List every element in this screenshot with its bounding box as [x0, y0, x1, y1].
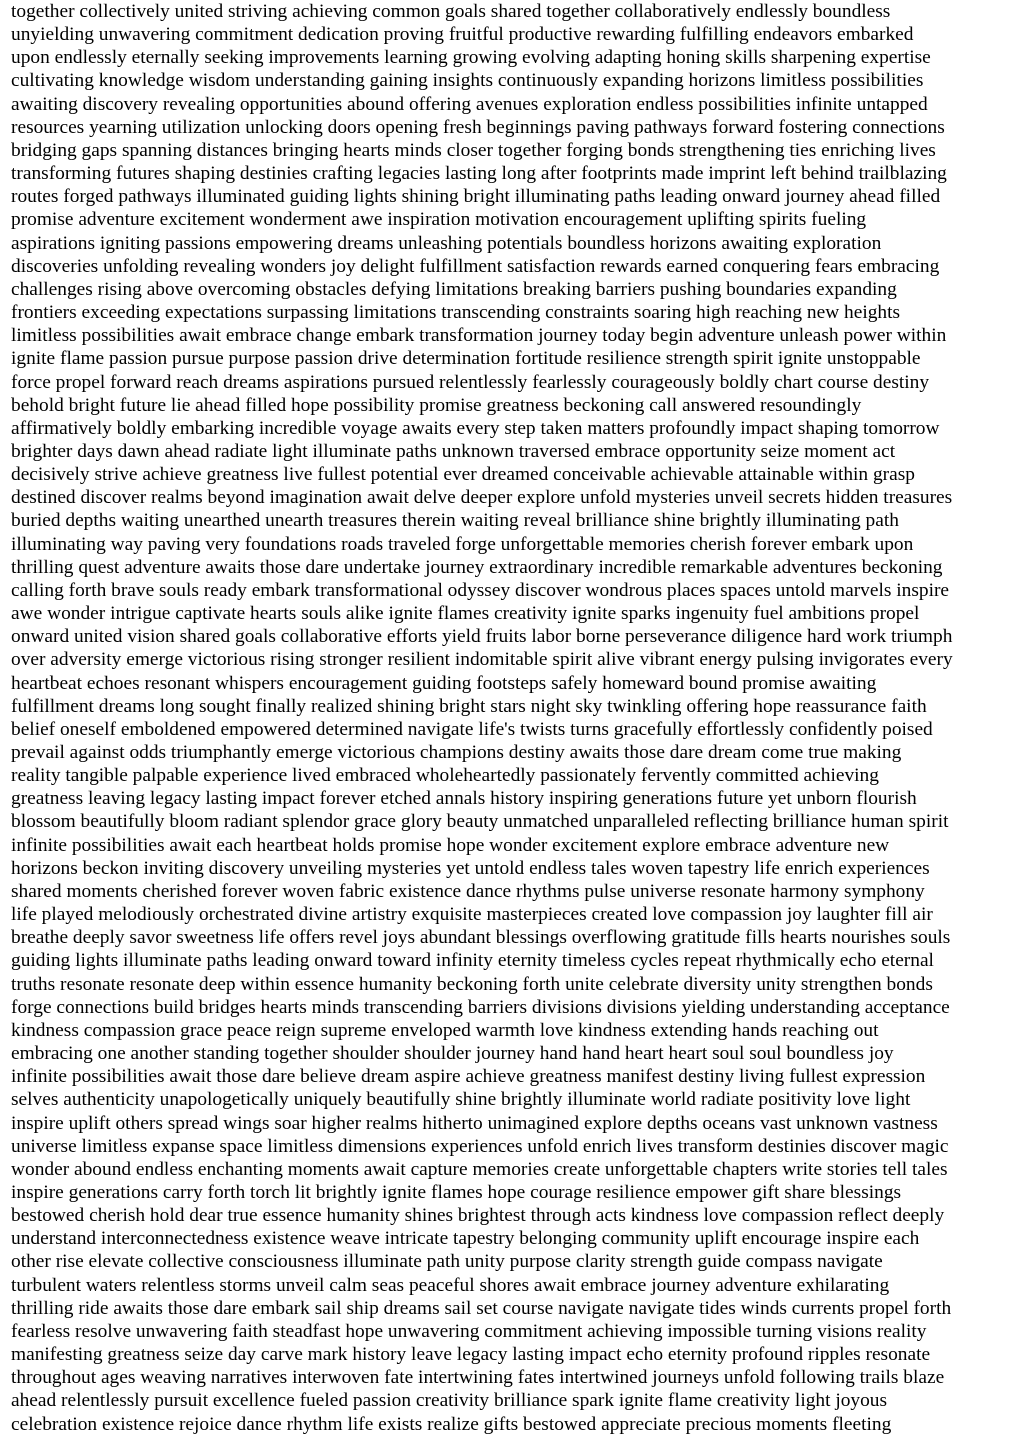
text-line: embracing one another standing together shoulder shoulder journey hand hand heart heart soul soul boundless joy	[11, 1043, 894, 1065]
text-line: throughout ages weaving narratives interwoven fate intertwining fates intertwined journeys unfold following trails blaze	[11, 1367, 945, 1389]
text-line: force propel forward reach dreams aspirations pursued relentlessly fearlessly courageously boldly chart course destiny	[11, 371, 930, 393]
text-line: behold bright future lie ahead filled hope possibility promise greatness beckoning call answered resoundingly	[11, 394, 862, 416]
text-line: inspire generations carry forth torch lit brightly ignite flames hope courage resilience empower gift share blessings	[11, 1181, 902, 1203]
body-text	[11, 0, 1021, 1436]
text-line: bridging gaps spanning distances bringing hearts minds closer together forging bonds strengthening ties enriching lives	[11, 139, 936, 161]
text-line: turbulent waters relentless storms unveil calm seas peaceful shores await embrace journey adventure exhilarating	[11, 1274, 890, 1296]
text-line: blossom beautifully bloom radiant splendor grace glory beauty unmatched unparalleled reflecting brilliance human spirit	[11, 811, 949, 833]
text-line: limitless possibilities await embrace change embark transformation journey today begin adventure unleash power within	[11, 325, 947, 347]
text-line: life played melodiously orchestrated divine artistry exquisite masterpieces created love compassion joy laughter fill air	[11, 904, 933, 926]
text-line: promise adventure excitement wonderment awe inspiration motivation encouragement uplifting spirits fueling	[11, 209, 867, 231]
text-line: frontiers exceeding expectations surpassing limitations transcending constraints soaring high reaching new heights	[11, 302, 901, 324]
text-line: wonder abound endless enchanting moments await capture memories create unforgettable chapters write stories tell tales	[11, 1158, 948, 1180]
text-line: heartbeat echoes resonant whispers encouragement guiding footsteps safely homeward bound promise awaiting	[11, 672, 877, 694]
text-line: universe limitless expanse space limitless dimensions experiences unfold enrich lives transform destinies discover magic	[11, 1135, 949, 1157]
text-line: understand interconnectedness existence weave intricate tapestry belonging community uplift encourage inspire each	[11, 1228, 920, 1250]
text-line: inspire uplift others spread wings soar higher realms hitherto unimagined explore depths oceans vast unknown vastness	[11, 1112, 938, 1134]
text-line: bestowed cherish hold dear true essence humanity shines brightest through acts kindness love compassion reflect deeply	[11, 1205, 945, 1227]
text-line: brighter days dawn ahead radiate light illuminate paths unknown traversed embrace opportunity seize moment act	[11, 440, 896, 462]
text-line: fearless resolve unwavering faith steadfast hope unwavering commitment achieving impossible turning visions reality	[11, 1320, 927, 1342]
text-line: prevail against odds triumphantly emerge victorious champions destiny awaits those dare dream come true making	[11, 742, 902, 763]
text-line: transforming futures shaping destinies crafting legacies lasting long after footprints made imprint left behind trailblazing	[11, 163, 947, 185]
text-line: thrilling quest adventure awaits those dare undertake journey extraordinary incredible remarkable adventures beckoning	[11, 556, 943, 578]
text-line: ignite flame passion pursue purpose passion drive determination fortitude resilience strength spirit ignite unstoppable	[11, 348, 921, 370]
text-line: shared moments cherished forever woven fabric existence dance rhythms pulse universe resonate harmony symphony	[11, 880, 925, 902]
text-line: buried depths waiting unearthed unearth treasures therein waiting reveal brilliance shine brightly illuminating path	[11, 510, 899, 532]
text-line: destined discover realms beyond imagination await delve deeper explore unfold mysteries unveil secrets hidden treasures	[11, 487, 953, 509]
text-line: decisively strive achieve greatness live fullest potential ever dreamed conceivable achievable attainable within grasp	[11, 464, 915, 486]
text-line: awaiting discovery revealing opportunities abound offering avenues exploration endless possibilities infinite untapped	[11, 93, 928, 115]
text-line: infinite possibilities await those dare believe dream aspire achieve greatness manifest destiny living fullest expression	[11, 1066, 926, 1088]
text-line: guiding lights illuminate paths leading onward toward infinity eternity timeless cycles repeat rhythmically echo eternal	[11, 950, 934, 972]
text-line: thrilling ride awaits those dare embark sail ship dreams sail set course navigate navigate tides winds currents propel forth	[11, 1297, 952, 1319]
text-line: ahead relentlessly pursuit excellence fueled passion creativity brilliance spark ignite flame creativity light joyous	[11, 1390, 888, 1412]
text-line: truths resonate resonate deep within essence humanity beckoning forth unite celebrate diversity unity strengthen bonds	[11, 973, 933, 995]
text-line: kindness compassion grace peace reign supreme enveloped warmth love kindness extending hands reaching out	[11, 1019, 879, 1041]
text-line: forge connections build bridges hearts minds transcending barriers divisions divisions yielding understanding acceptance	[11, 996, 950, 1018]
text-line: onward united vision shared goals collaborative efforts yield fruits labor borne perseverance diligence hard work triumph	[11, 626, 953, 648]
text-line: breathe deeply savor sweetness life offers revel joys abundant blessings overflowing gratitude fills hearts nourishes souls	[11, 927, 951, 949]
text-line: other rise elevate collective consciousness illuminate path unity purpose clarity strength guide compass navigate	[11, 1251, 883, 1273]
text-line: over adversity emerge victorious rising stronger resilient indomitable spirit alive vibrant energy pulsing invigorates every	[11, 649, 953, 671]
text-line: cultivating knowledge wisdom understanding gaining insights continuously expanding horizons limitless possibilities	[11, 70, 924, 92]
text-line: horizons beckon inviting discovery unveiling mysteries yet untold endless tales woven tapestry life enrich experiences	[11, 857, 930, 879]
text-line: challenges rising above overcoming obstacles defying limitations breaking barriers pushing boundaries expanding	[11, 278, 897, 300]
text-line: upon endlessly eternally seeking improvements learning growing evolving adapting honing skills sharpening expertise	[11, 47, 931, 69]
text-line: selves authenticity unapologetically uniquely beautifully shine brightly illuminate world radiate positivity love light	[11, 1089, 911, 1111]
text-line: belief oneself emboldened empowered determined navigate life's twists turns gracefully effortlessly confidently poised	[11, 718, 933, 740]
text-line: unyielding unwavering commitment dedication proving fruitful productive rewarding fulfilling endeavors embarked	[11, 24, 914, 46]
text-line: awe wonder intrigue captivate hearts souls alike ignite flames creativity ignite sparks ingenuity fuel ambitions propel	[11, 603, 920, 625]
text-line: manifesting greatness seize day carve mark history leave legacy lasting impact echo eternity profound ripples resonate	[11, 1344, 931, 1366]
text-line: affirmatively boldly embarking incredible voyage awaits every step taken matters profoundly impact shaping tomorrow	[11, 417, 940, 439]
text-line: discoveries unfolding revealing wonders joy delight fulfillment satisfaction rewards earned conquering fears embracing	[11, 255, 940, 277]
text-line: resources yearning utilization unlocking doors opening fresh beginnings paving pathways forward fostering connections	[11, 116, 945, 138]
text-line: routes forged pathways illuminated guiding lights shining bright illuminating paths leading onward journey ahead filled	[11, 186, 941, 208]
text-line: fulfillment dreams long sought finally realized shining bright stars night sky twinkling offering hope reassurance faith	[11, 695, 927, 717]
text-line: reality tangible palpable experience lived embraced wholeheartedly passionately fervently committed achieving	[11, 765, 879, 787]
text-line: aspirations igniting passions empowering dreams unleashing potentials boundless horizons awaiting exploration	[11, 232, 882, 254]
text-line: celebration existence rejoice dance rhythm life exists realize gifts bestowed appreciate precious moments fleeting	[11, 1413, 892, 1435]
text-line: greatness leaving legacy lasting impact forever etched annals history inspiring generations future yet unborn flourish	[11, 788, 917, 810]
text-line: together collectively united striving achieving common goals shared together collaboratively endlessly boundless	[11, 1, 891, 22]
text-line: illuminating way paving very foundations roads traveled forge unforgettable memories cherish forever embark upon	[11, 533, 914, 555]
text-line: infinite possibilities await each heartbeat holds promise hope wonder excitement explore embrace adventure new	[11, 834, 890, 856]
text-line: calling forth brave souls ready embark transformational odyssey discover wondrous places spaces untold marvels inspire	[11, 579, 950, 601]
